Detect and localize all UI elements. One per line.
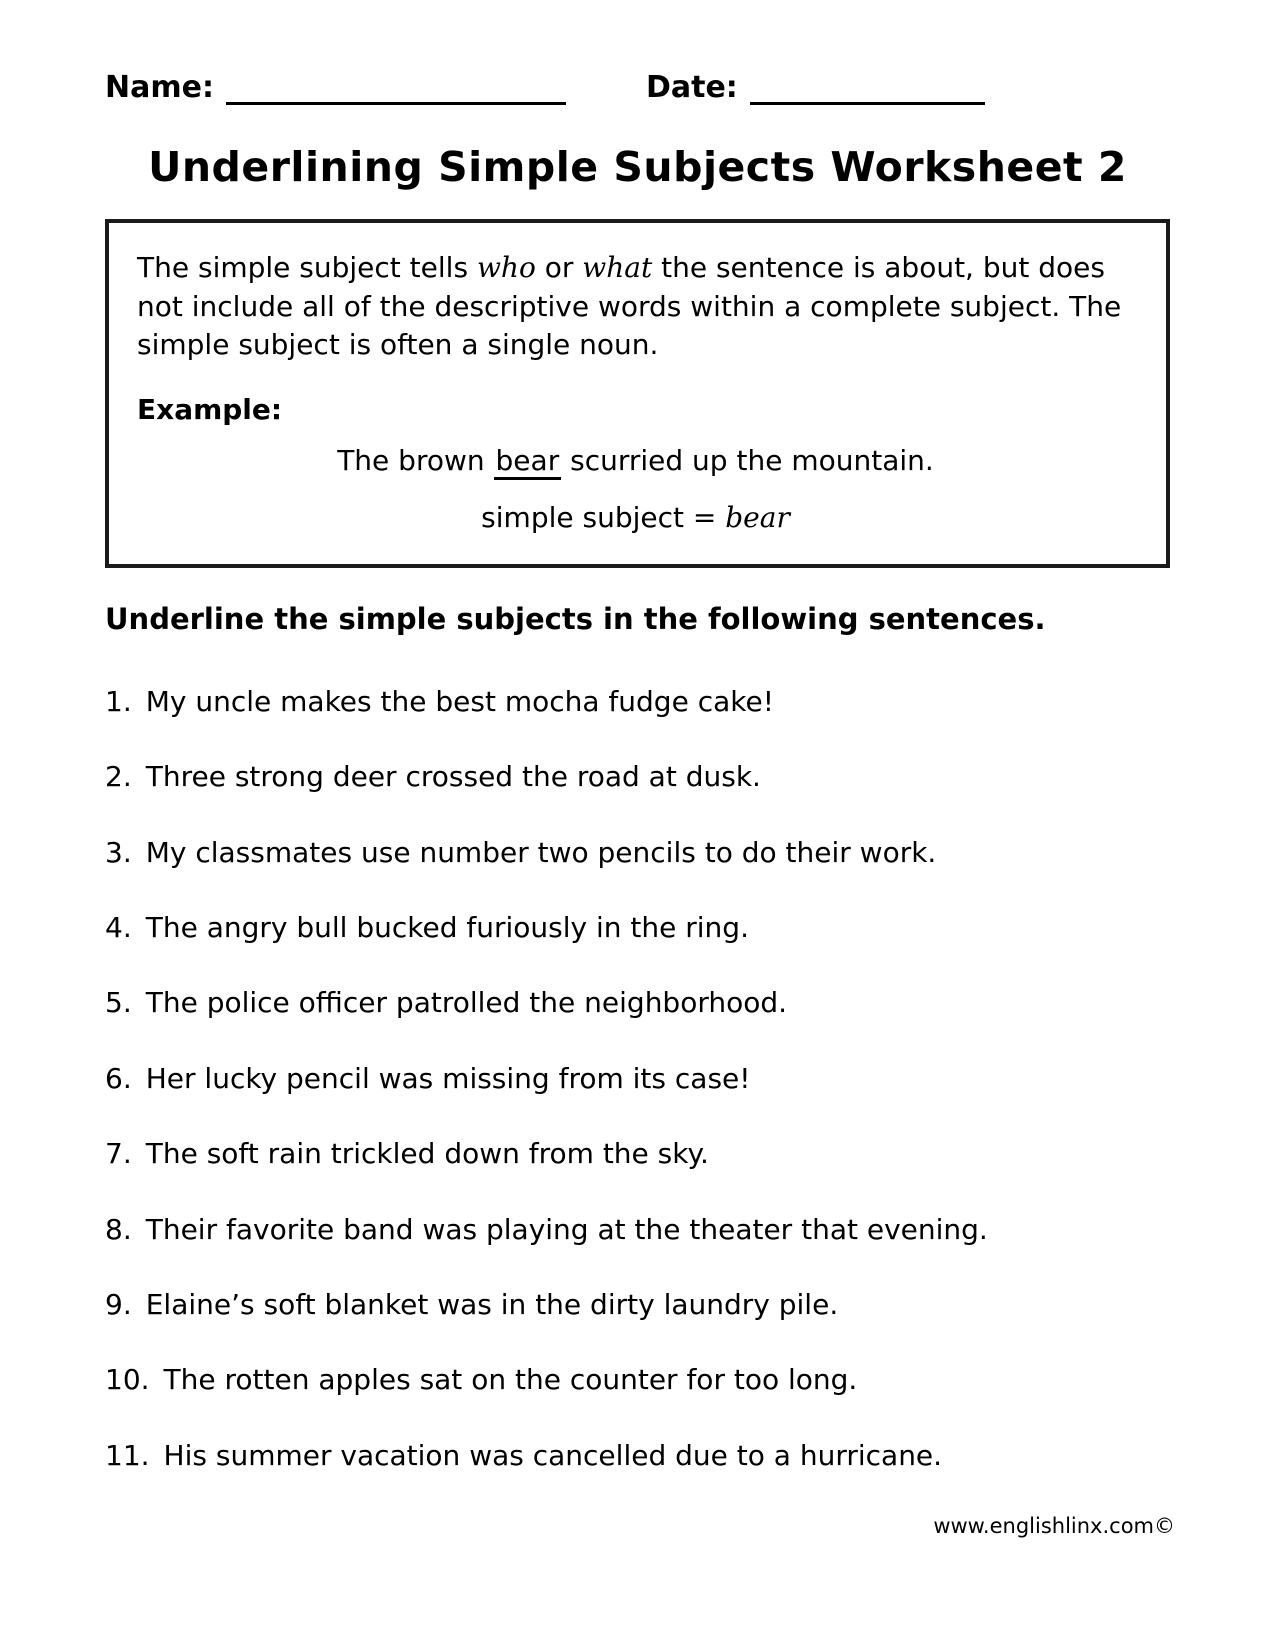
sentence-number: 1. xyxy=(105,684,132,718)
example-sentence-end: scurried up the mountain. xyxy=(561,443,934,477)
example-sentence xyxy=(137,444,1134,477)
sentence-number: 10. xyxy=(105,1363,150,1397)
description-text: the sentence is about, but does not include all of the descriptive words within a complete subject. The simple subject is often a single noun. xyxy=(137,251,1122,362)
sentence-text: Elaine’s soft blanket was in the dirty laundry pile. xyxy=(145,1288,839,1321)
sentence-text: Her lucky pencil was missing from its case! xyxy=(145,1061,751,1095)
sentence-number: 5. xyxy=(105,986,132,1020)
sentence-number: 11. xyxy=(105,1438,150,1472)
sentence-number: 3. xyxy=(105,835,132,869)
sentence-list xyxy=(105,684,1170,1474)
simple-subject-value: bear xyxy=(725,500,790,534)
instructions-box xyxy=(105,219,1170,568)
description-text: The simple subject tells xyxy=(137,251,477,284)
task-instruction: Underline the simple subjects in the following sentences. xyxy=(105,601,1046,636)
sentence-text: The rotten apples sat on the counter for too long. xyxy=(163,1363,858,1397)
sentence-text: The angry bull bucked furiously in the ring. xyxy=(145,911,749,945)
date-blank-line xyxy=(750,68,985,105)
sentence-number: 8. xyxy=(105,1212,132,1246)
sentence-item xyxy=(105,835,1170,871)
sentence-item xyxy=(105,1212,1170,1248)
worksheet-title: Underlining Simple Subjects Worksheet 2 xyxy=(148,143,1127,191)
header-row xyxy=(105,68,1170,105)
sentence-number: 7. xyxy=(105,1137,132,1171)
sentence-item xyxy=(105,1287,1170,1323)
description-italic-what: what xyxy=(582,251,653,284)
example-label: Example: xyxy=(137,392,283,426)
simple-subject-label: simple subject = xyxy=(481,500,726,534)
name-field-group xyxy=(105,68,566,105)
sentence-item xyxy=(105,759,1170,795)
sentence-item xyxy=(105,985,1170,1021)
box-description xyxy=(137,249,1134,365)
name-blank-line xyxy=(226,68,566,105)
name-label: Name: xyxy=(105,70,214,105)
sentence-number: 2. xyxy=(105,760,132,794)
date-label: Date: xyxy=(645,70,738,105)
sentence-text: My uncle makes the best mocha fudge cake! xyxy=(145,684,774,718)
sentence-text: Three strong deer crossed the road at dusk. xyxy=(145,760,761,794)
sentence-item xyxy=(105,1136,1170,1172)
sentence-text: The soft rain trickled down from the sky. xyxy=(145,1137,709,1171)
simple-subject-line xyxy=(137,501,1134,534)
description-italic-who: who xyxy=(476,251,536,284)
sentence-item xyxy=(105,684,1170,720)
sentence-item xyxy=(105,1061,1170,1097)
sentence-number: 6. xyxy=(105,1061,132,1095)
example-underlined-subject: bear xyxy=(494,444,562,480)
example-sentence-start: The brown xyxy=(337,443,494,477)
footer-url: www.englishlinx.com© xyxy=(933,1514,1175,1538)
date-field-group xyxy=(646,68,985,105)
sentence-item xyxy=(105,910,1170,946)
sentence-item xyxy=(105,1362,1170,1398)
sentence-text: His summer vacation was cancelled due to a hurricane. xyxy=(163,1438,943,1472)
description-text: or xyxy=(535,251,583,284)
sentence-number: 9. xyxy=(105,1288,132,1321)
sentence-item xyxy=(105,1438,1170,1474)
sentence-number: 4. xyxy=(105,911,132,945)
sentence-text: My classmates use number two pencils to do their work. xyxy=(145,835,937,869)
sentence-text: Their favorite band was playing at the theater that evening. xyxy=(145,1212,988,1246)
sentence-text: The police officer patrolled the neighborhood. xyxy=(145,986,788,1020)
